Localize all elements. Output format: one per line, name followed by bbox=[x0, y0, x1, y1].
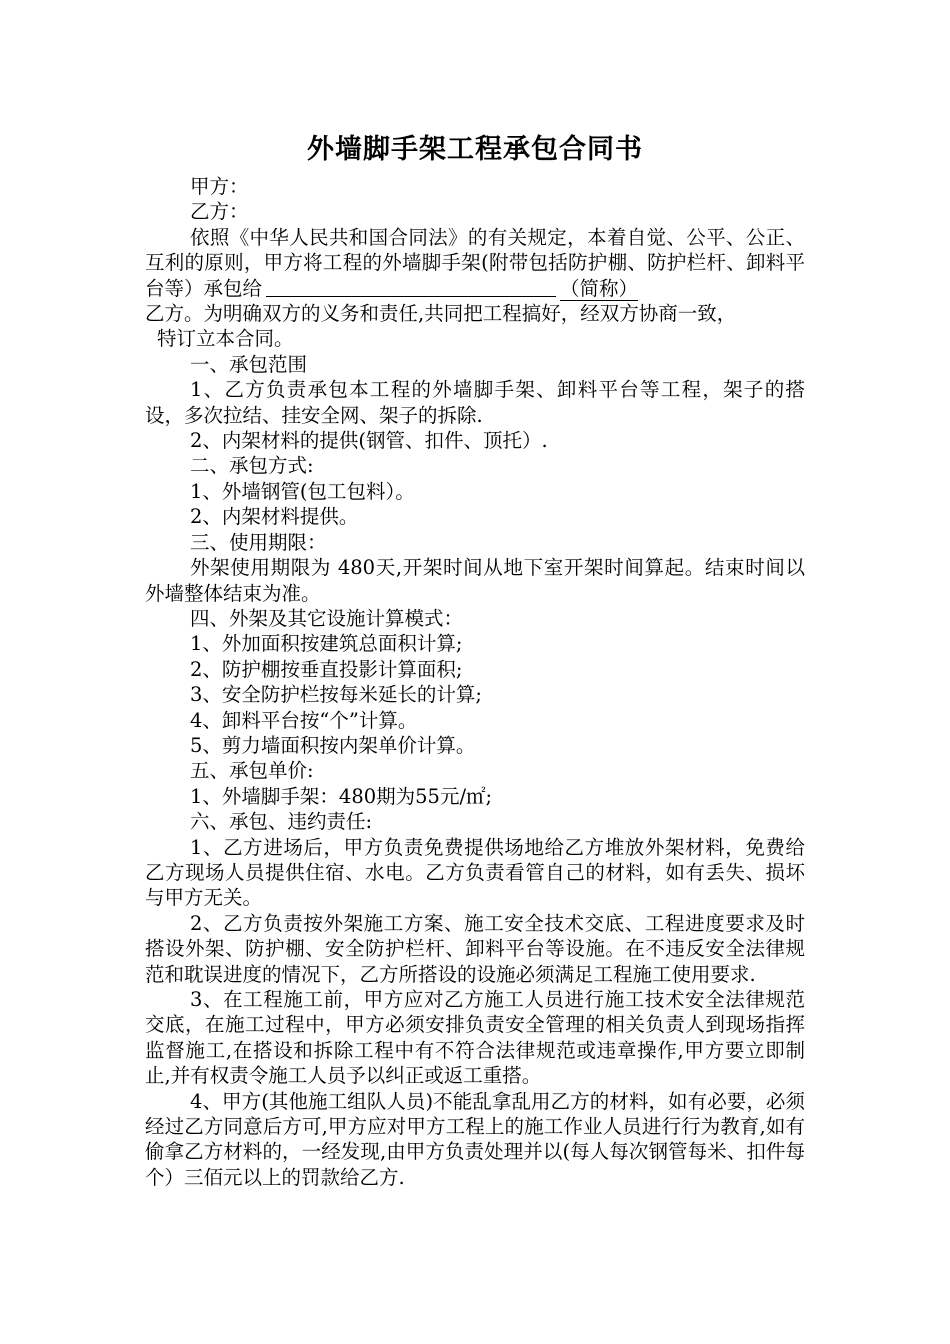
abbreviation-label: （简称） bbox=[560, 276, 639, 300]
section-4-title: 四、外架及其它设施计算模式： bbox=[190, 606, 464, 630]
section-4-item: 4、卸料平台按“个”计算。 bbox=[190, 708, 418, 732]
section-2-item: 1、外墙钢管(包工包料）。 bbox=[190, 479, 415, 503]
intro-closing: 特订立本合同。 bbox=[157, 327, 294, 351]
document-page bbox=[145, 128, 805, 1190]
section-2-item: 2、内架材料提供。 bbox=[190, 505, 359, 529]
intro-paragraph bbox=[145, 225, 805, 301]
section-4-item: 1、外加面积按建筑总面积计算; bbox=[190, 632, 463, 656]
contractor-name-blank bbox=[266, 276, 556, 297]
section-1-title: 一、承包范围 bbox=[190, 352, 308, 376]
section-6-item: 3、在工程施工前，甲方应对乙方施工人员进行施工技术安全法律规范交底，在施工过程中，甲方必须安排负责安全管理的相关负责人到现场指挥监督施工,在搭设和拆除工程中有不符合法律规范或违章操作,甲方要立即制止,并有权责令施工人员予以纠正或返工重搭。 bbox=[145, 988, 805, 1088]
section-5-title: 五、承包单价: bbox=[190, 759, 314, 783]
section-6-item: 2、乙方负责按外架施工方案、施工安全技术交底、工程进度要求及时搭设外架、防护棚、安全防护栏杆、卸料平台等设施。在不违反安全法律规范和耽误进度的情况下，乙方所搭设的设施必须满足工程施工使用要求. bbox=[145, 911, 805, 986]
intro-text: 依照《中华人民共和国合同法》的有关规定，本着自觉、公平、公正、互利的原则，甲方将工程的外墙脚手架(附带包括防护棚、防护栏杆、卸料平台等）承包给 bbox=[145, 225, 805, 300]
section-1-item: 2、内架材料的提供(钢管、扣件、顶托）. bbox=[190, 429, 548, 453]
section-3-text: 外架使用期限为 480天,开架时间从地下室开架时间算起。结束时间以外墙整体结束为准。 bbox=[145, 556, 805, 605]
section-6-item: 1、乙方进场后，甲方负责免费提供场地给乙方堆放外架材料，免费给乙方现场人员提供住宿、水电。乙方负责看管自己的材料，如有丢失、损坏与甲方无关。 bbox=[145, 835, 805, 910]
section-5-item: 1、外墙脚手架：480期为55元/㎡; bbox=[190, 784, 493, 808]
section-4-item: 5、剪力墙面积按内架单价计算。 bbox=[190, 733, 476, 757]
section-4-item: 3、安全防护栏按每米延长的计算; bbox=[190, 683, 482, 707]
section-1-item: 1、乙方负责承包本工程的外墙脚手架、卸料平台等工程，架子的搭设，多次拉结、挂安全网、架子的拆除. bbox=[145, 378, 805, 427]
section-6-item: 4、甲方(其他施工组队人员)不能乱拿乱用乙方的材料，如有必要，必须经过乙方同意后方可,甲方应对甲方工程上的施工作业人员进行行为教育,如有偷拿乙方材料的，一经发现,由甲方负责处理并以(每人每次钢管每米、扣件每个）三佰元以上的罚款给乙方. bbox=[145, 1089, 805, 1189]
section-4-item: 2、防护棚按垂直投影计算面积; bbox=[190, 657, 463, 681]
party-b-line: 乙方： bbox=[190, 200, 249, 224]
section-2-title: 二、承包方式: bbox=[190, 454, 314, 478]
document-title: 外墙脚手架工程承包合同书 bbox=[307, 134, 643, 165]
party-a-line: 甲方： bbox=[190, 175, 249, 198]
section-3-title: 三、使用期限： bbox=[190, 530, 327, 554]
section-6-title: 六、承包、违约责任: bbox=[190, 810, 373, 834]
intro-continuation: 乙方。为明确双方的义务和责任,共同把工程搞好，经双方协商一致， bbox=[145, 302, 737, 326]
